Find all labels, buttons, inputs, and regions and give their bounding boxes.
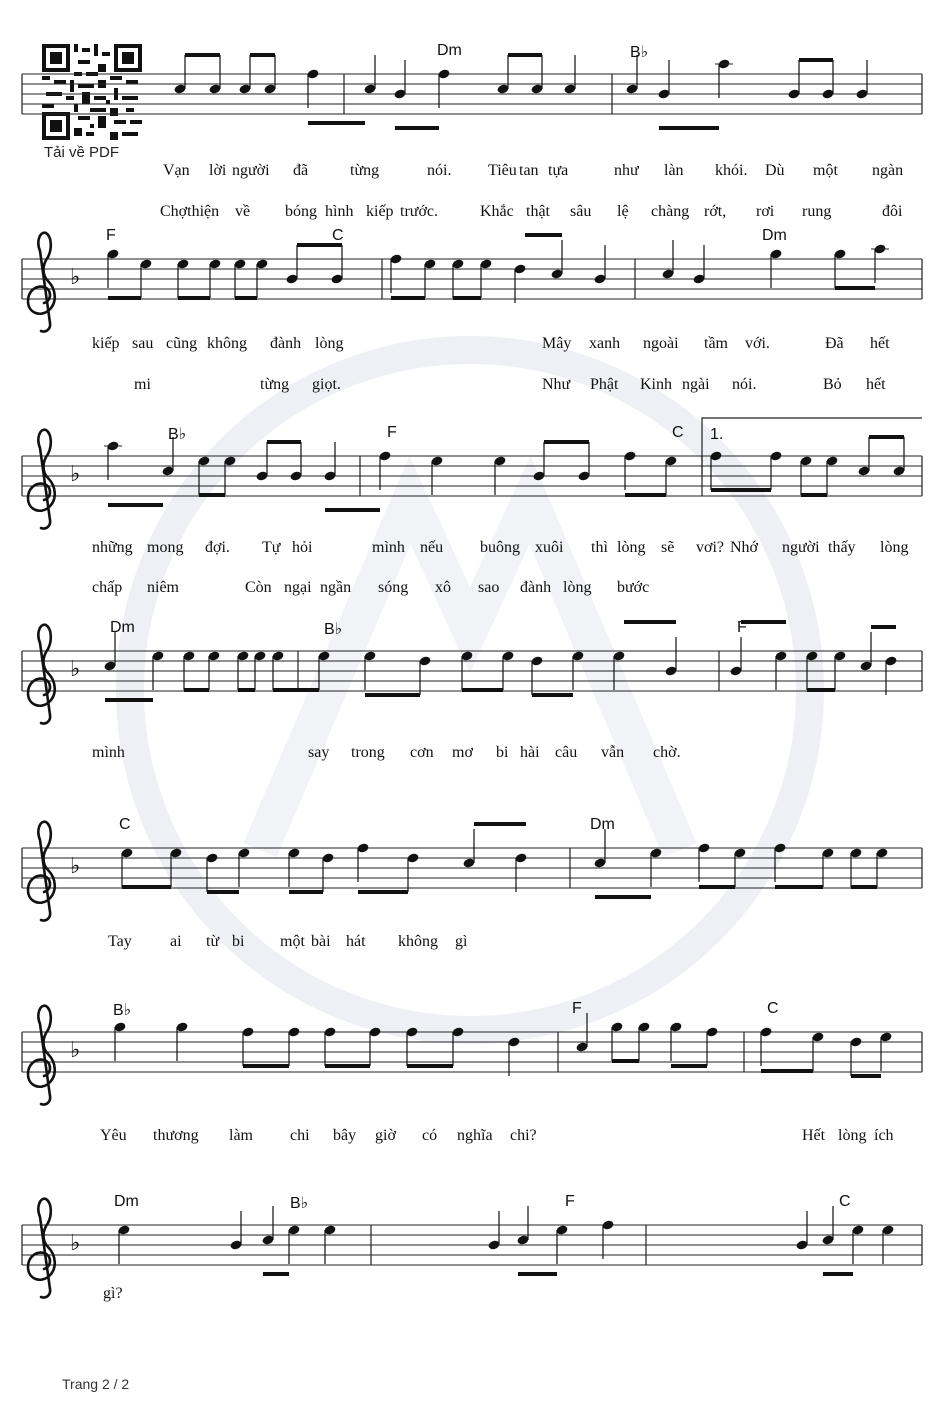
lyric-syllable: đành — [270, 335, 302, 352]
lyric-syllable: sóng — [378, 579, 409, 596]
chord-symbol: C — [332, 227, 344, 244]
chord-symbol: C — [672, 424, 684, 441]
lyric-syllable: Yêu — [100, 1127, 127, 1144]
lyric-syllable: giọt. — [312, 376, 341, 393]
lyric-syllable: kiếp — [92, 335, 120, 352]
lyric-syllable: Khắc — [480, 203, 514, 220]
lyric-syllable: cơn — [410, 744, 434, 761]
lyric-syllable: Tự — [262, 539, 281, 556]
lyric-syllable: sẽ — [661, 539, 675, 556]
treble-clef-icon — [28, 625, 55, 724]
lyric-syllable: lời — [209, 162, 227, 179]
lyric-syllable: Bỏ — [823, 376, 842, 393]
staff-system — [22, 55, 922, 128]
chord-symbol: B♭ — [630, 44, 649, 61]
lyric-syllable: say — [308, 744, 330, 761]
lyric-syllable: Mây — [542, 335, 572, 352]
lyric-syllable: hài — [520, 744, 540, 761]
lyric-syllable: thương — [153, 1127, 199, 1144]
lyric-syllable: Tiêu — [488, 162, 517, 179]
lyric-syllable: xô — [435, 579, 451, 596]
lyric-syllable: ai — [170, 933, 182, 950]
lyric-syllable: không — [207, 335, 247, 352]
chord-symbol: F — [565, 1193, 575, 1210]
lyric-syllable: Hết — [802, 1127, 826, 1144]
lyric-syllable: mình — [372, 539, 405, 556]
lyric-syllable: hết — [866, 376, 886, 393]
treble-clef-icon — [28, 430, 55, 529]
lyric-syllable: Như — [542, 376, 571, 393]
lyric-syllable: chi? — [510, 1127, 537, 1144]
chord-symbol: Dm — [590, 816, 615, 833]
lyric-syllable: hình — [325, 203, 354, 220]
lyric-syllable: Nhớ — [730, 539, 759, 556]
lyric-syllable: câu — [555, 744, 578, 761]
chord-symbol: Dm — [110, 619, 135, 636]
lyric-syllable: tựa — [548, 162, 569, 179]
lyric-syllable: từng — [350, 162, 380, 179]
lyric-syllable: từ — [206, 933, 220, 950]
lyric-syllable: mi — [134, 376, 151, 393]
staff-system — [22, 233, 922, 332]
lyric-syllable: bây — [333, 1127, 357, 1144]
lyric-syllable: người — [782, 539, 820, 556]
lyric-syllable: vẫn — [601, 744, 625, 761]
lyric-syllable: Phật — [590, 376, 619, 393]
lyric-syllable: một — [280, 933, 305, 950]
key-signature-flat-icon: ♭ — [70, 265, 81, 290]
lyric-syllable: gì — [455, 933, 468, 950]
staff-system — [22, 1006, 922, 1105]
lyric-syllable: người — [232, 162, 270, 179]
chord-symbol: C — [767, 1000, 779, 1017]
key-signature-flat-icon: ♭ — [70, 657, 81, 682]
lyric-syllable: gì? — [103, 1285, 123, 1302]
lyric-syllable: làn — [664, 162, 684, 179]
lyric-syllable: tan — [519, 162, 539, 179]
chord-symbol: F — [572, 1000, 582, 1017]
lyric-syllable: một — [813, 162, 838, 179]
lyric-syllable: chờ. — [653, 744, 681, 761]
chord-symbol: F — [387, 424, 397, 441]
lyric-syllable: kiếp — [366, 203, 394, 220]
lyric-syllable: vơi? — [696, 539, 725, 556]
staff-system — [22, 622, 922, 724]
lyric-syllable: ngài — [682, 376, 710, 393]
lyric-syllable: Còn — [245, 579, 272, 596]
key-signature-flat-icon: ♭ — [70, 462, 81, 487]
lyric-syllable: bi — [232, 933, 245, 950]
chord-symbol: B♭ — [168, 426, 187, 443]
treble-clef-icon — [28, 233, 55, 332]
lyric-syllable: hỏi — [292, 539, 313, 556]
chord-symbol: B♭ — [290, 1195, 309, 1212]
chord-symbol: Dm — [114, 1193, 139, 1210]
lyric-syllable: lòng — [838, 1127, 867, 1144]
lyric-syllable: ngàn — [872, 162, 904, 179]
chord-symbol: B♭ — [324, 621, 343, 638]
lyric-syllable: không — [398, 933, 438, 950]
lyric-syllable: xuôi — [535, 539, 564, 556]
lyric-syllable: trong — [351, 744, 385, 761]
chord-symbol: C — [119, 816, 131, 833]
chord-symbol: F — [737, 619, 747, 636]
lyric-syllable: đã — [293, 162, 309, 179]
lyric-syllable: có — [422, 1127, 438, 1144]
lyric-syllable: rung — [802, 203, 832, 220]
lyric-syllable: lòng — [563, 579, 592, 596]
lyric-syllable: lòng — [315, 335, 344, 352]
lyric-syllable: những — [92, 539, 133, 556]
chord-symbol: B♭ — [113, 1002, 132, 1019]
lyric-syllable: Kinh — [640, 376, 672, 393]
lyric-syllable: buông — [480, 539, 520, 556]
lyric-syllable: thật — [526, 203, 550, 220]
lyric-syllable: Tay — [108, 933, 132, 950]
lyric-syllable: bước — [617, 579, 650, 596]
key-signature-flat-icon: ♭ — [70, 1038, 81, 1063]
lyric-syllable: từng — [260, 376, 290, 393]
lyric-syllable: nếu — [420, 539, 444, 556]
lyric-syllable: sau — [132, 335, 154, 352]
lyric-syllable: bóng — [285, 203, 317, 220]
chord-symbol: C — [839, 1193, 851, 1210]
lyric-syllable: mình — [92, 744, 125, 761]
treble-clef-icon — [28, 1199, 55, 1298]
lyric-syllable: Vạn — [163, 162, 190, 179]
lyric-syllable: ngoài — [643, 335, 679, 352]
lyric-syllable: chàng — [651, 203, 690, 220]
key-signature-flat-icon: ♭ — [70, 1231, 81, 1256]
treble-clef-icon — [28, 822, 55, 921]
lyric-syllable: sao — [478, 579, 500, 596]
chord-symbol: Dm — [437, 42, 462, 59]
key-signature-flat-icon: ♭ — [70, 854, 81, 879]
download-pdf-label[interactable]: Tải về PDF — [44, 144, 120, 161]
volta-number: 1. — [710, 426, 724, 443]
lyric-syllable: thấy — [828, 539, 856, 556]
lyric-syllable: lòng — [617, 539, 646, 556]
lyric-syllable: đôi — [882, 203, 903, 220]
lyric-syllable: chấp — [92, 579, 123, 596]
staff-system — [22, 822, 922, 921]
lyric-syllable: rơi — [756, 203, 775, 220]
lyric-syllable: lệ — [617, 203, 629, 220]
lyric-syllable: với. — [745, 335, 770, 352]
lyric-syllable: trước. — [400, 203, 439, 220]
lyric-syllable: ngần — [320, 579, 352, 596]
lyric-syllable: hết — [870, 335, 890, 352]
lyric-syllable: chi — [290, 1127, 310, 1144]
lyric-syllable: niêm — [147, 579, 179, 596]
lyric-syllable: mong — [147, 539, 184, 556]
lyric-syllable: Chợthiện — [160, 203, 220, 220]
lyric-syllable: mơ — [452, 744, 473, 761]
lyric-syllable: cũng — [166, 335, 198, 352]
lyric-syllable: ngại — [284, 579, 312, 596]
lyric-syllable: giờ — [375, 1127, 396, 1144]
chord-symbol: F — [106, 227, 116, 244]
lyric-syllable: tầm — [704, 335, 728, 352]
staff-system — [22, 1199, 922, 1298]
lyric-syllable: đợi. — [205, 539, 230, 556]
lyric-syllable: xanh — [589, 335, 621, 352]
lyric-syllable: về — [235, 203, 251, 220]
staff-system — [22, 418, 922, 529]
lyric-syllable: như — [614, 162, 639, 179]
lyric-syllable: đành — [520, 579, 552, 596]
lyric-syllable: rớt, — [704, 203, 727, 220]
chord-symbol: Dm — [762, 227, 787, 244]
lyric-syllable: ích — [874, 1127, 894, 1144]
lyric-syllable: sâu — [570, 203, 592, 220]
lyric-syllable: thì — [591, 539, 608, 556]
lyric-syllable: nói. — [732, 376, 757, 393]
lyric-syllable: lòng — [880, 539, 909, 556]
lyric-syllable: nghĩa — [457, 1127, 493, 1144]
lyric-syllable: nói. — [427, 162, 452, 179]
lyric-syllable: khói. — [715, 162, 748, 179]
page-number: Trang 2 / 2 — [62, 1376, 130, 1392]
lyric-syllable: bài — [311, 933, 331, 950]
treble-clef-icon — [28, 1006, 55, 1105]
lyric-syllable: Dù — [765, 162, 785, 179]
lyric-syllable: Đã — [825, 335, 844, 352]
lyric-syllable: làm — [229, 1127, 253, 1144]
lyric-syllable: hát — [346, 933, 366, 950]
lyric-syllable: bi — [496, 744, 509, 761]
